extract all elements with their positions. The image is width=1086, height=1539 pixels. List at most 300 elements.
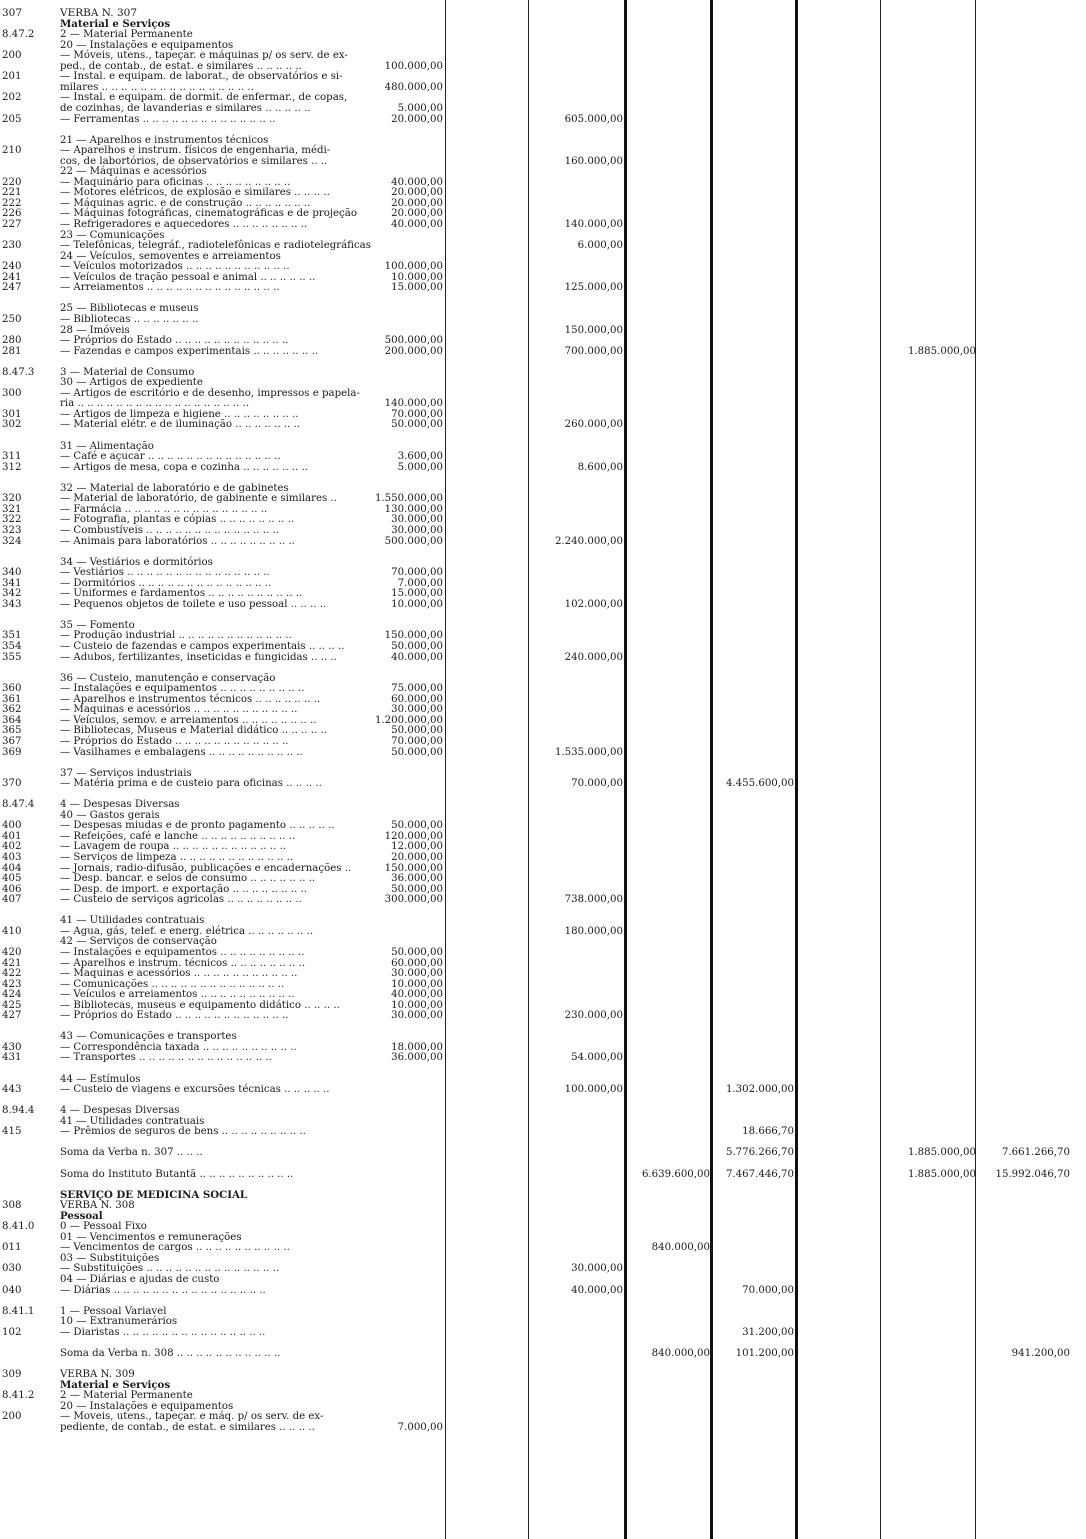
item-description: — Vestiários .. .. .. .. .. .. .. .. .. .. .. .. .. .. .. [60, 567, 270, 579]
ledger-row [0, 1147, 1086, 1158]
item-description: 42 — Serviços de conservação [60, 936, 217, 948]
item-code: 308 [2, 1200, 22, 1212]
item-description: — Maquinas e acessórios .. .. .. .. .. .. .. .. .. .. .. [60, 968, 298, 980]
item-description: — Material de laboratório, de gabinente e similares .. [60, 493, 337, 505]
ledger-row [0, 1084, 1086, 1095]
ledger-row [0, 1380, 1086, 1391]
item-description: — Fotografia, plantas e cópias .. .. .. .. .. .. .. .. [60, 514, 295, 526]
item-description: — Animais para laboratórios .. .. .. .. .. .. .. .. .. [60, 535, 295, 547]
ledger-row [0, 1095, 1086, 1106]
item-code: 422 [2, 968, 22, 980]
item-description: 41 — Utilidades contratuais [60, 1115, 205, 1127]
amount-col1: 130.000,00 [384, 503, 443, 515]
ledger-row [0, 863, 1086, 874]
item-description: milares .. .. .. .. .. .. .. .. .. .. .. .. .. .. .. .. [60, 81, 254, 93]
amount-col1: 50.000,00 [391, 883, 443, 895]
item-code: 424 [2, 989, 22, 1001]
ledger-row [0, 388, 1086, 399]
amount-col1: 500.000,00 [384, 335, 443, 347]
item-description: 34 — Vestiários e dormitórios [60, 556, 213, 568]
amount-col1: 50.000,00 [391, 946, 443, 958]
ledger-row [0, 778, 1086, 789]
ledger-row [0, 546, 1086, 557]
ledger-row [0, 820, 1086, 831]
item-code: 210 [2, 145, 22, 157]
item-description: — Artigos de limpeza e higiene .. .. .. .. .. .. .. .. [60, 408, 299, 420]
item-description: 03 — Substituições [60, 1252, 160, 1264]
item-code: 320 [2, 493, 22, 505]
ledger-row [0, 240, 1086, 251]
item-code: 400 [2, 820, 22, 832]
item-code: 367 [2, 735, 22, 747]
amount-col1: 5.000,00 [397, 461, 443, 473]
ledger-row [0, 936, 1086, 947]
ledger-row [0, 40, 1086, 51]
item-code: 200 [2, 50, 22, 62]
ledger-row [0, 430, 1086, 441]
amount-col6: 941.200,00 [1011, 1347, 1070, 1359]
item-description: 20 — Instalações e equipamentos [60, 1400, 234, 1412]
item-description: — Produção industrial .. .. .. .. .. .. .. .. .. .. .. .. [60, 630, 292, 642]
ledger-row [0, 1042, 1086, 1053]
ledger-row [0, 187, 1086, 198]
amount-col1: 3.600,00 [397, 451, 443, 463]
amount-col4: 18.666,70 [742, 1126, 794, 1138]
item-code: 300 [2, 387, 22, 399]
ledger-row [0, 377, 1086, 388]
ledger-row [0, 757, 1086, 768]
item-description: 23 — Comunicações [60, 229, 165, 241]
item-description: — Diárias .. .. .. .. .. .. .. .. .. .. .. .. .. .. .. .. [60, 1284, 266, 1296]
item-description: — Correspondência taxada .. .. .. .. .. .. .. .. .. .. [60, 1041, 297, 1053]
ledger-row [0, 314, 1086, 325]
amount-col1: 36.000,00 [391, 1052, 443, 1064]
ledger-row [0, 1137, 1086, 1148]
ledger-row [0, 831, 1086, 842]
item-code: 241 [2, 271, 22, 283]
item-code: 222 [2, 197, 22, 209]
amount-col1: 10.000,00 [391, 271, 443, 283]
ledger-row [0, 725, 1086, 736]
item-description: VERBA N. 307 [60, 7, 138, 19]
ledger-row [0, 1010, 1086, 1021]
ledger-row [0, 1316, 1086, 1327]
amount-col1: 36.000,00 [391, 873, 443, 885]
item-description: cos, de labortórios, de observatórios e similares .. .. [60, 155, 328, 167]
amount-col4: 101.200,00 [735, 1347, 794, 1359]
ledger-row [0, 145, 1086, 156]
amount-col2: 140.000,00 [564, 219, 623, 230]
item-description: — Comunicações .. .. .. .. .. .. .. .. .. .. .. .. .. .. [60, 978, 285, 990]
ledger-row [0, 1200, 1086, 1211]
item-code: 301 [2, 408, 22, 420]
amount-col5: 1.885.000,00 [907, 1147, 976, 1159]
item-description: — Móveis, utens., tapeçar. e máquinas p/ os serv. de ex- [60, 50, 348, 62]
item-description: 35 — Fomento [60, 619, 135, 631]
ledger-row [0, 1190, 1086, 1201]
ledger-row [0, 979, 1086, 990]
amount-col2: 8.600,00 [577, 461, 623, 473]
ledger-row [0, 609, 1086, 620]
ledger-row [0, 219, 1086, 230]
amount-col1: 200.000,00 [384, 345, 443, 357]
amount-col1: 60.000,00 [391, 957, 443, 969]
ledger-row [0, 599, 1086, 610]
amount-col1: 20.000,00 [391, 208, 443, 220]
item-code: 421 [2, 957, 22, 969]
ledger-row [0, 1052, 1086, 1063]
item-code: 220 [2, 176, 22, 188]
amount-col2: 54.000,00 [571, 1052, 623, 1064]
amount-col1: 140.000,00 [384, 398, 443, 410]
item-description: SERVIÇO DE MEDICINA SOCIAL [60, 1188, 248, 1201]
amount-col1: 50.000,00 [391, 820, 443, 832]
ledger-row [0, 325, 1086, 336]
ledger-row [0, 873, 1086, 884]
item-code: 406 [2, 883, 22, 895]
amount-col1: 50.000,00 [391, 725, 443, 737]
item-description: 2 — Material Permanente [60, 29, 193, 41]
amount-col2: 70.000,00 [571, 778, 623, 790]
amount-col1: 30.000,00 [391, 524, 443, 536]
item-description: — Farmácia .. .. .. .. .. .. .. .. .. .. .. .. .. .. .. [60, 503, 268, 515]
item-description: — Instal. e equipam. de dormit. de enfermar., de copas, [60, 92, 348, 104]
ledger-row [0, 1126, 1086, 1137]
ledger-row [0, 419, 1086, 430]
item-description: — Vasilhames e embalagens .. .. .. .. .. .. .. .. .. .. [60, 746, 303, 758]
amount-col1: 20.000,00 [391, 197, 443, 209]
item-code: 340 [2, 567, 22, 579]
item-description: — Pequenos objetos de toilete e uso pessoal .. .. .. .. [60, 598, 327, 610]
amount-col1: 5.000,00 [397, 102, 443, 114]
amount-col1: 30.000,00 [391, 968, 443, 980]
item-code: 8.47.3 [2, 366, 35, 378]
amount-col2: 260.000,00 [564, 419, 623, 431]
amount-col1: 40.000,00 [391, 176, 443, 188]
ledger-row [0, 230, 1086, 241]
ledger-row [0, 50, 1086, 61]
ledger-row [0, 1158, 1086, 1169]
amount-col4: 7.467.446,70 [725, 1168, 794, 1180]
amount-col2: 102.000,00 [564, 598, 623, 610]
item-description: — Aparelhos e instrumentos técnicos .. .. .. .. .. .. .. [60, 693, 321, 705]
ledger-row [0, 536, 1086, 547]
item-description: — Despesas miudas e de pronto pagamento .. .. .. .. .. [60, 820, 335, 832]
amount-col1: 20.000,00 [391, 113, 443, 125]
item-description: 2 — Material Permanente [60, 1390, 193, 1402]
item-description: 37 — Serviços industriais [60, 767, 192, 779]
amount-col2: 150.000,00 [564, 324, 623, 336]
item-description: 3 — Material de Consumo [60, 366, 195, 378]
item-description: — Serviços de limpeza .. .. .. .. .. .. .. .. .. .. .. .. [60, 852, 294, 863]
ledger-row [0, 652, 1086, 663]
item-description: — Artigos de escritório e de desenho, impressos e papela- [60, 387, 360, 399]
amount-col1: 10.000,00 [391, 999, 443, 1011]
item-description: ria .. .. .. .. .. .. .. .. .. .. .. .. .. .. .. .. .. .. [60, 398, 250, 410]
item-code: 355 [2, 651, 22, 663]
item-description: 22 — Máquinas e acessórios [60, 166, 207, 178]
item-description: 0 — Pessoal Fixo [60, 1221, 147, 1233]
ledger-row [0, 71, 1086, 82]
ledger-row [0, 736, 1086, 747]
amount-col1: 18.000,00 [391, 1041, 443, 1053]
amount-col1: 70.000,00 [391, 408, 443, 420]
item-code: 250 [2, 313, 22, 325]
item-code: 323 [2, 524, 22, 536]
ledger-row [0, 251, 1086, 262]
item-code: 227 [2, 219, 22, 230]
item-code: 423 [2, 978, 22, 990]
item-description: — Refrigeradores e aquecedores .. .. .. .. .. .. .. .. [60, 219, 308, 230]
item-description: — Moveis, utens., tapeçar. e máq. p/ os serv. de ex- [60, 1411, 324, 1423]
amount-col1: 100.000,00 [384, 60, 443, 72]
amount-col2: 240.000,00 [564, 651, 623, 663]
ledger-row [0, 1263, 1086, 1274]
amount-col1: 30.000,00 [391, 514, 443, 526]
item-description: 44 — Estímulos [60, 1073, 141, 1085]
item-description: — Matéria prima e de custeio para oficinas .. .. .. .. [60, 778, 322, 790]
ledger-row [0, 398, 1086, 409]
ledger-row [0, 346, 1086, 357]
item-description: — Veículos de tração pessoal e animal .. .. .. .. .. .. [60, 271, 316, 283]
item-code: 8.94.4 [2, 1105, 35, 1117]
amount-col1: 15.000,00 [391, 282, 443, 294]
amount-col4: 5.776.266,70 [725, 1147, 794, 1159]
amount-col4: 31.200,00 [742, 1326, 794, 1338]
item-description: — Veículos motorizados .. .. .. .. .. .. .. .. .. .. .. [60, 261, 290, 273]
item-code: 280 [2, 335, 22, 347]
ledger-row [0, 799, 1086, 810]
item-description: 36 — Custeio, manutenção e conservação [60, 672, 276, 684]
ledger-row [0, 1031, 1086, 1042]
item-description: — Refeições, café e lanche .. .. .. .. .. .. .. .. .. .. [60, 830, 296, 842]
ledger-row [0, 630, 1086, 641]
item-description: — Veículos, semov. e arreiamentos .. .. .. .. .. .. .. .. [60, 714, 317, 726]
item-description: — Café e açucar .. .. .. .. .. .. .. .. .. .. .. .. .. .. [60, 451, 281, 463]
amount-col3: 840.000,00 [651, 1242, 710, 1254]
item-description: — Próprios do Estado .. .. .. .. .. .. .. .. .. .. .. .. [60, 335, 289, 347]
amount-col2: 160.000,00 [564, 155, 623, 167]
ledger-row [0, 588, 1086, 599]
item-description: 43 — Comunicações e transportes [60, 1031, 237, 1043]
ledger-row [0, 673, 1086, 684]
amount-col2: 1.535.000,00 [554, 746, 623, 758]
ledger-row [0, 1306, 1086, 1317]
ledger-row [0, 356, 1086, 367]
item-code: 200 [2, 1411, 22, 1423]
item-description: — Uniformes e fardamentos .. .. .. .. .. .. .. .. .. .. [60, 588, 303, 600]
ledger-row [0, 293, 1086, 304]
amount-col1: 10.000,00 [391, 978, 443, 990]
ledger-row [0, 1105, 1086, 1116]
amount-col2: 230.000,00 [564, 1010, 623, 1022]
ledger-row [0, 852, 1086, 863]
item-code: 302 [2, 419, 22, 431]
item-code: 324 [2, 535, 22, 547]
item-description: 25 — Bibliotecas e museus [60, 303, 199, 315]
item-code: 311 [2, 451, 22, 463]
ledger-row [0, 367, 1086, 378]
ledger-row [0, 514, 1086, 525]
item-code: 403 [2, 852, 22, 863]
item-description: — Material elétr. e de iluminação .. .. .. .. .. .. .. [60, 419, 300, 431]
item-code: 8.41.1 [2, 1305, 35, 1317]
ledger-row [0, 1401, 1086, 1412]
ledger-row [0, 989, 1086, 1000]
item-description: 01 — Vencimentos e remunerações [60, 1231, 242, 1243]
item-description: — Ferramentas .. .. .. .. .. .. .. .. .. .. .. .. .. .. [60, 113, 276, 125]
amount-col1: 300.000,00 [384, 894, 443, 906]
amount-col1: 120.000,00 [384, 830, 443, 842]
item-description: 24 — Veículos, semoventes e arreiamentos [60, 250, 281, 262]
ledger-row [0, 1063, 1086, 1074]
item-code: 247 [2, 282, 22, 294]
amount-col4: 4.455.600,00 [725, 778, 794, 790]
item-description: 4 — Despesas Diversas [60, 1105, 180, 1117]
ledger-row [0, 1422, 1086, 1433]
item-description: — Aparelhos e instrum. físicos de engenharia, médi- [60, 145, 331, 157]
ledger-row [0, 810, 1086, 821]
amount-col1: 150.000,00 [384, 862, 443, 874]
ledger-row [0, 335, 1086, 346]
amount-col4: 1.302.000,00 [725, 1084, 794, 1096]
item-code: 404 [2, 862, 22, 874]
ledger-row [0, 103, 1086, 114]
amount-col1: 70.000,00 [391, 567, 443, 579]
amount-col1: 150.000,00 [384, 630, 443, 642]
item-description: Pessoal [60, 1209, 103, 1222]
item-description: — Artigos de mesa, copa e cozinha .. .. .. .. .. .. .. [60, 461, 308, 473]
ledger-row [0, 29, 1086, 40]
ledger-row [0, 1348, 1086, 1359]
item-description: — Arreiamentos .. .. .. .. .. .. .. .. .. .. .. .. .. .. [60, 282, 280, 294]
ledger-row [0, 662, 1086, 673]
item-description: 21 — Aparelhos e instrumentos técnicos [60, 134, 269, 146]
ledger-row [0, 841, 1086, 852]
item-code: 281 [2, 345, 22, 357]
item-code: 102 [2, 1326, 22, 1338]
item-description: Soma da Verba n. 308 .. .. .. .. .. .. .. .. .. .. .. [60, 1347, 281, 1359]
ledger-row [0, 1295, 1086, 1306]
ledger-row [0, 462, 1086, 473]
item-description: ped., de contab., de estat. e similares .. .. .. .. .. [60, 60, 302, 72]
ledger-row [0, 884, 1086, 895]
item-code: 011 [2, 1242, 22, 1254]
ledger-row [0, 915, 1086, 926]
amount-col5: 1.885.000,00 [907, 1168, 976, 1180]
item-code: 427 [2, 1010, 22, 1022]
ledger-row [0, 135, 1086, 146]
item-description: VERBA N. 309 [60, 1368, 135, 1380]
ledger-row [0, 567, 1086, 578]
ledger-row [0, 768, 1086, 779]
item-description: — Próprios do Estado .. .. .. .. .. .. .. .. .. .. .. .. [60, 1010, 289, 1022]
ledger-row [0, 525, 1086, 536]
amount-col1: 30.000,00 [391, 1010, 443, 1022]
ledger-row [0, 1390, 1086, 1401]
item-description: 41 — Utilidades contratuais [60, 915, 205, 927]
item-description: Soma da Verba n. 307 .. .. .. [60, 1147, 203, 1159]
item-description: — Vencimentos de cargos .. .. .. .. .. .. .. .. .. .. [60, 1242, 290, 1254]
ledger-row [0, 894, 1086, 905]
item-description: — Instalações e equipamentos .. .. .. .. .. .. .. .. .. [60, 683, 305, 695]
amount-col1: 75.000,00 [391, 683, 443, 695]
ledger-row [0, 208, 1086, 219]
amount-col1: 20.000,00 [391, 187, 443, 199]
item-description: — Dormitórios .. .. .. .. .. .. .. .. .. .. .. .. .. .. [60, 577, 272, 589]
amount-col1: 50.000,00 [391, 641, 443, 652]
ledger-row [0, 1327, 1086, 1338]
item-code: 321 [2, 503, 22, 515]
item-description: pediente, de contab., de estat. e similares .. .. .. .. [60, 1421, 315, 1433]
item-code: 401 [2, 830, 22, 842]
item-description: — Custeio de viagens e excursões técnicas .. .. .. .. .. [60, 1084, 330, 1096]
item-code: 202 [2, 92, 22, 104]
ledger-row [0, 272, 1086, 283]
item-description: — Máquinas fotográficas, cinematográficas e de projeção [60, 208, 357, 220]
item-description: — Adubos, fertilizantes, inseticidas e fungicidas .. .. .. [60, 651, 337, 663]
ledger-row [0, 683, 1086, 694]
item-description: VERBA N. 308 [60, 1200, 135, 1212]
ledger-row [0, 1169, 1086, 1180]
item-code: 351 [2, 630, 22, 642]
amount-col1: 30.000,00 [391, 704, 443, 716]
item-description: — Prêmios de seguros de bens .. .. .. .. .. .. .. .. .. [60, 1126, 306, 1138]
amount-col1: 7.000,00 [397, 577, 443, 589]
ledger-row [0, 114, 1086, 125]
item-code: 402 [2, 841, 22, 853]
item-code: 312 [2, 461, 22, 473]
item-description: — Desp. de import. e exportação .. .. .. .. .. .. .. .. [60, 883, 308, 895]
item-description: 28 — Imóveis [60, 324, 130, 336]
amount-col2: 30.000,00 [571, 1263, 623, 1275]
item-code: 342 [2, 588, 22, 600]
amount-col1: 500.000,00 [384, 535, 443, 547]
item-description: 31 — Alimentação [60, 440, 154, 452]
item-description: — Motores elétricos, de explosão e similares .. .. .. .. [60, 187, 330, 199]
amount-col3: 6.639.600,00 [641, 1168, 710, 1180]
item-code: 8.47.2 [2, 29, 35, 41]
amount-col1: 10.000,00 [391, 598, 443, 610]
amount-col1: 40.000,00 [391, 651, 443, 663]
ledger-row [0, 1211, 1086, 1222]
amount-col2: 605.000,00 [564, 113, 623, 125]
item-description: Soma do Instituto Butantã .. .. .. .. .. .. .. .. .. .. [60, 1168, 294, 1180]
item-description: — Transportes .. .. .. .. .. .. .. .. .. .. .. .. .. .. [60, 1052, 272, 1064]
amount-col1: 70.000,00 [391, 735, 443, 747]
ledger-row [0, 493, 1086, 504]
item-description: 4 — Despesas Diversas [60, 799, 180, 811]
amount-col1: 12.000,00 [391, 841, 443, 853]
item-code: 407 [2, 894, 22, 906]
item-code: 8.41.2 [2, 1390, 35, 1402]
item-code: 369 [2, 746, 22, 758]
amount-col1: 50.000,00 [391, 419, 443, 431]
item-description: — Fazendas e campos experimentais .. .. .. .. .. .. .. [60, 345, 319, 357]
item-code: 425 [2, 999, 22, 1011]
item-code: 226 [2, 208, 22, 220]
amount-col1: 50.000,00 [391, 746, 443, 758]
amount-col2: 738.000,00 [564, 894, 623, 906]
ledger-row [0, 747, 1086, 758]
ledger-row [0, 261, 1086, 272]
ledger-row [0, 905, 1086, 916]
ledger-row [0, 1285, 1086, 1296]
ledger-row [0, 124, 1086, 135]
item-description: — Veículos e arreiamentos .. .. .. .. .. .. .. .. .. .. [60, 989, 295, 1001]
item-code: 362 [2, 704, 22, 716]
item-code: 415 [2, 1126, 22, 1138]
